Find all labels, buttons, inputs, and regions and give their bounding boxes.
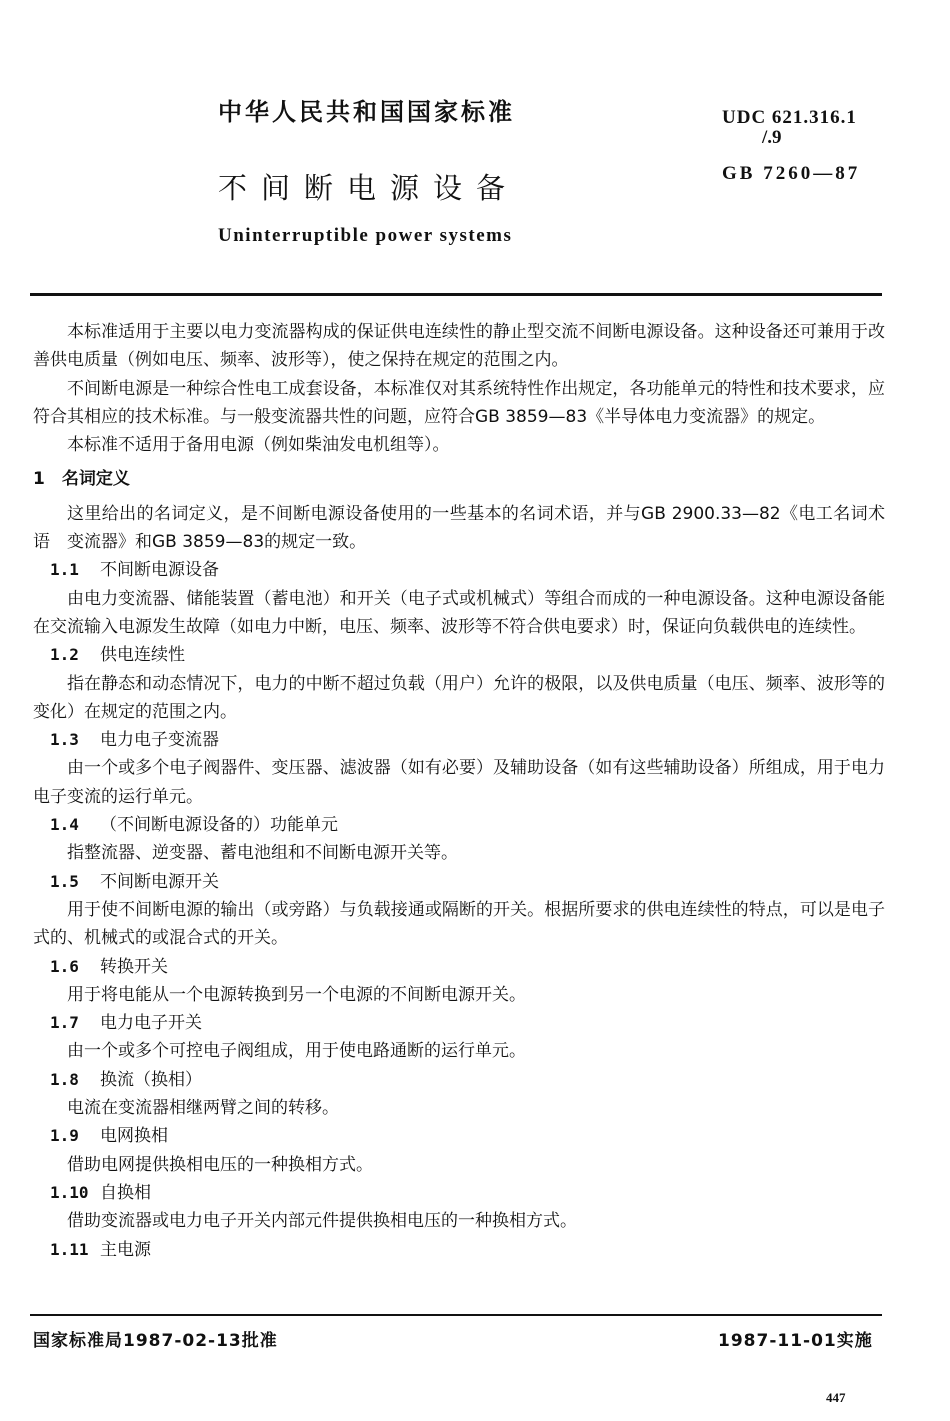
term-entry xyxy=(33,726,885,811)
term-name: 供电连续性 xyxy=(100,645,185,666)
term-entry xyxy=(33,811,885,868)
term-definition: 由一个或多个可控电子阀组成，用于使电路通断的运行单元。 xyxy=(67,1041,526,1062)
term-number: 1.3 xyxy=(50,730,79,750)
section-heading: 1 名词定义 xyxy=(33,469,130,490)
term-definition: 用于使不间断电源的输出（或旁路）与负载接通或隔断的开关。根据所要求的供电连续性的特点，可以是电子式的、机械式的或混合式的开关。 xyxy=(33,899,885,949)
term-name: 自换相 xyxy=(100,1182,151,1203)
standard-org-heading: 中华人民共和国国家标准 xyxy=(218,98,515,126)
term-entry xyxy=(33,868,885,953)
term-definition: 借助变流器或电力电子开关内部元件提供换相电压的一种换相方式。 xyxy=(67,1211,577,1232)
term-definition: 用于将电能从一个电源转换到另一个电源的不间断电源开关。 xyxy=(67,984,526,1005)
term-name: 主电源 xyxy=(100,1239,151,1260)
term-definition: 指整流器、逆变器、蓄电池组和不间断电源开关等。 xyxy=(67,843,458,864)
term-number: 1.7 xyxy=(50,1013,79,1033)
term-name: （不间断电源设备的）功能单元 xyxy=(100,815,338,836)
term-definition: 借助电网提供换相电压的一种换相方式。 xyxy=(67,1154,373,1175)
term-number: 1.4 xyxy=(50,815,79,835)
approval-date: 国家标准局1987-02-13批准 xyxy=(33,1331,278,1351)
term-name: 不间断电源设备 xyxy=(100,560,219,581)
document-title-en: Uninterruptible power systems xyxy=(218,225,513,246)
term-number: 1.9 xyxy=(50,1126,79,1146)
intro-paragraph: 本标准不适用于备用电源（例如柴油发电机组等）。 xyxy=(67,435,450,456)
term-name: 电力电子变流器 xyxy=(100,730,219,751)
term-number: 1.8 xyxy=(50,1069,79,1089)
term-entry xyxy=(33,1009,885,1066)
term-entry xyxy=(33,953,885,1010)
term-entry xyxy=(33,556,885,641)
term-name: 换流（换相） xyxy=(100,1069,202,1090)
term-name: 电力电子开关 xyxy=(100,1013,202,1034)
term-definition: 指在静态和动态情况下，电力的中断不超过负载（用户）允许的极限，以及供电质量（电压、频率、波形等的变化）在规定的范围之内。 xyxy=(33,673,885,722)
page-number: 447 xyxy=(826,1390,846,1405)
term-number: 1.2 xyxy=(50,645,79,665)
section-intro: 这里给出的名词定义，是不间断电源设备使用的一些基本的名词术语，并与GB 2900.33—82《电工名词术语 变流器》和GB 3859—83的规定一致。 xyxy=(33,503,885,553)
udc-code-line2: /.9 xyxy=(762,127,782,148)
term-number: 1.5 xyxy=(50,871,79,891)
term-entry xyxy=(33,1179,885,1236)
term-name: 转换开关 xyxy=(100,956,168,977)
term-number: 1.11 xyxy=(50,1239,89,1259)
document-title-zh: 不间断电源设备 xyxy=(218,171,520,205)
term-number: 1.6 xyxy=(50,956,79,976)
effective-date: 1987-11-01实施 xyxy=(718,1331,873,1351)
term-number: 1.1 xyxy=(50,560,79,580)
term-name: 电网换相 xyxy=(100,1126,168,1147)
udc-code-line1: UDC 621.316.1 xyxy=(722,107,857,128)
intro-paragraph: 不间断电源是一种综合性电工成套设备，本标准仅对其系统特性作出规定，各功能单元的特性和技术要求，应符合其相应的技术标准。与一般变流器共性的问题，应符合GB 3859—83《半导体电力变流器》的规定。 xyxy=(33,378,885,427)
term-definition: 由一个或多个电子阀器件、变压器、滤波器（如有必要）及辅助设备（如有这些辅助设备）所组成，用于电力电子变流的运行单元。 xyxy=(33,758,885,807)
term-definition: 电流在变流器相继两臂之间的转移。 xyxy=(67,1098,339,1119)
gb-standard-number: GB 7260—87 xyxy=(722,163,861,184)
term-entry xyxy=(33,1236,885,1264)
intro-paragraph: 本标准适用于主要以电力变流器构成的保证供电连续性的静止型交流不间断电源设备。这种设备还可兼用于改善供电质量（例如电压、频率、波形等），使之保持在规定的范围之内。 xyxy=(33,322,885,371)
term-name: 不间断电源开关 xyxy=(100,871,219,892)
document-body xyxy=(33,318,885,1264)
term-number: 1.10 xyxy=(50,1182,89,1202)
term-entry xyxy=(33,1066,885,1123)
footer-rule xyxy=(30,1314,882,1316)
term-entry xyxy=(33,641,885,726)
term-entry xyxy=(33,1122,885,1179)
header-rule xyxy=(30,293,882,296)
term-definition: 由电力变流器、储能装置（蓄电池）和开关（电子式或机械式）等组合而成的一种电源设备。这种电源设备能在交流输入电源发生故障（如电力中断，电压、频率、波形等不符合供电要求）时，保证向负载供电的连续性。 xyxy=(33,588,885,637)
